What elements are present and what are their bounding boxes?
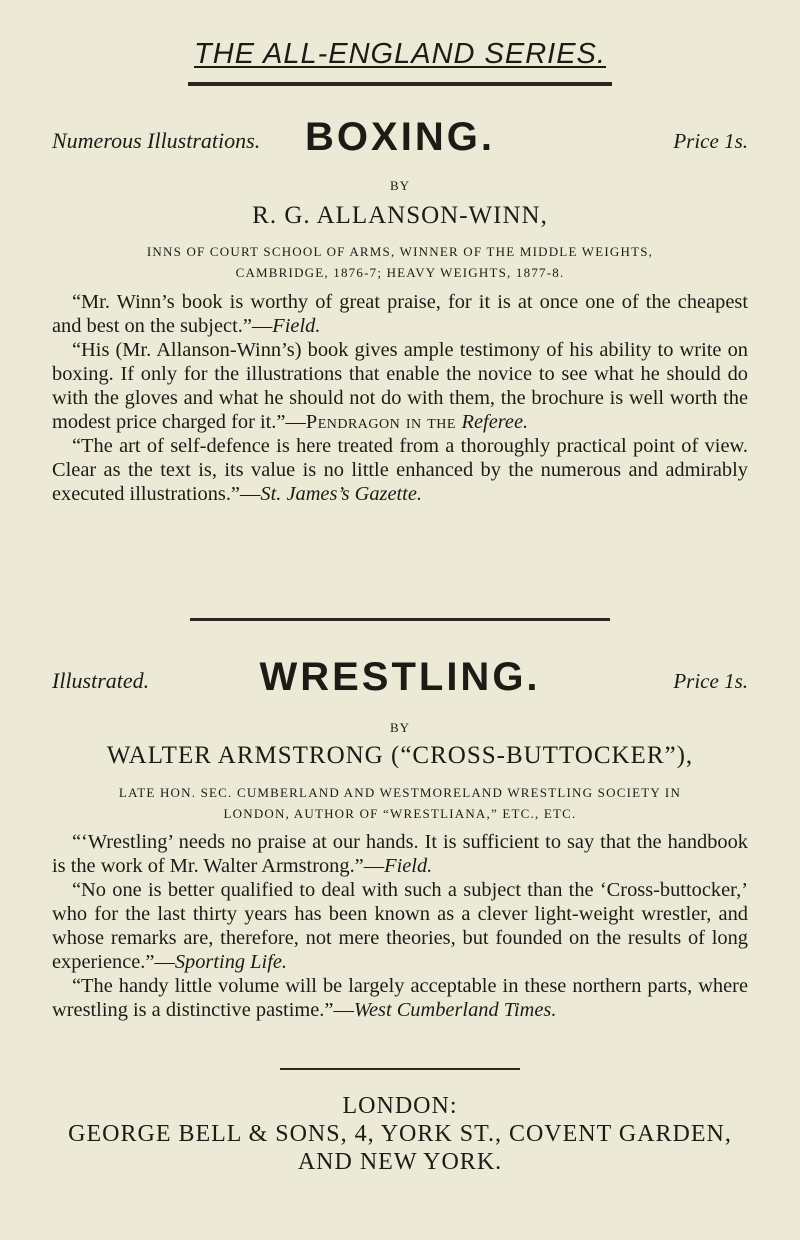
boxing-review: “His (Mr. Allanson-Winn’s) book gives ample testimony of his ability to write on boxing. If only for the illustrations that enable the novice to see what he should do with the gloves and what he should not do with them, the brochure is well worth the modest price charged for it.”—Pendragon in the Referee. xyxy=(52,339,748,433)
review-source: Sporting Life. xyxy=(174,951,288,973)
review-source: Referee. xyxy=(461,411,529,433)
section-divider xyxy=(190,618,610,621)
imprint xyxy=(0,1092,800,1176)
boxing-illustrations-label: Numerous Illustrations. xyxy=(52,128,261,153)
wrestling-illustrated-label: Illustrated. xyxy=(52,668,150,693)
review-source-prefix: Pendragon in the xyxy=(305,411,462,433)
wrestling-title: WRESTLING. xyxy=(259,655,541,699)
imprint-city: LONDON: xyxy=(342,1093,458,1119)
boxing-credentials xyxy=(70,241,730,283)
wrestling-review: “The handy little volume will be largely acceptable in these northern parts, where wrestling is a distinctive pastime.”—West Cumberland Times. xyxy=(52,975,748,1021)
imprint-publisher-line-2: AND NEW YORK. xyxy=(297,1149,503,1175)
wrestling-by: BY xyxy=(389,720,411,735)
wrestling-price: Price 1s. xyxy=(673,669,748,693)
boxing-heading-row xyxy=(52,110,748,160)
boxing-credentials-line-2: CAMBRIDGE, 1876-7; HEAVY WEIGHTS, 1877-8. xyxy=(235,265,565,280)
boxing-review: “Mr. Winn’s book is worthy of great praise, for it is at once one of the cheapest and best on the subject.”—Field. xyxy=(52,291,748,337)
wrestling-author: WALTER ARMSTRONG (“CROSS-BUTTOCKER”), xyxy=(106,742,694,769)
boxing-price: Price 1s. xyxy=(673,129,748,153)
boxing-by: BY xyxy=(389,178,411,193)
review-source: Field. xyxy=(272,315,321,337)
wrestling-credentials xyxy=(48,782,752,824)
series-title-rule xyxy=(188,82,612,88)
imprint-publisher: GEORGE BELL & SONS, 4, YORK ST., COVENT GARDEN, xyxy=(68,1121,732,1147)
imprint-divider xyxy=(280,1068,520,1070)
boxing-credentials-line-1: INNS OF COURT SCHOOL OF ARMS, WINNER OF THE MIDDLE WEIGHTS, xyxy=(146,244,654,259)
wrestling-reviews xyxy=(52,830,748,1022)
wrestling-credentials-line-1: LATE HON. SEC. CUMBERLAND AND WESTMORELAND WRESTLING SOCIETY IN xyxy=(118,785,682,800)
boxing-reviews xyxy=(52,290,748,506)
wrestling-review: “No one is better qualified to deal with such a subject than the ‘Cross-buttocker,’ who for the last thirty years has been known as a clever light-weight wrestler, and whose remarks are, therefore, not mere theories, but founded on the results of long experience.”—Sporting Life. xyxy=(52,879,748,973)
review-source: Field. xyxy=(384,855,433,877)
wrestling-credentials-line-2: LONDON, AUTHOR OF “WRESTLIANA,” ETC., ETC. xyxy=(223,806,577,821)
wrestling-heading-row xyxy=(52,650,748,700)
series-title: THE ALL-ENGLAND SERIES. xyxy=(194,38,606,70)
review-source: West Cumberland Times. xyxy=(353,999,557,1021)
review-source: St. James’s Gazette. xyxy=(260,483,422,505)
boxing-author: R. G. ALLANSON-WINN, xyxy=(252,202,548,229)
boxing-title: BOXING. xyxy=(305,115,495,159)
boxing-review: “The art of self-defence is here treated from a thoroughly practical point of view. Clear as the text is, its value is no little enhanced by the numerous and admirably executed illustrations.”—St. James’s Gazette. xyxy=(52,435,748,505)
wrestling-review: “‘Wrestling’ needs no praise at our hands. It is sufficient to say that the handbook is the work of Mr. Walter Armstrong.”—Field. xyxy=(52,831,748,877)
